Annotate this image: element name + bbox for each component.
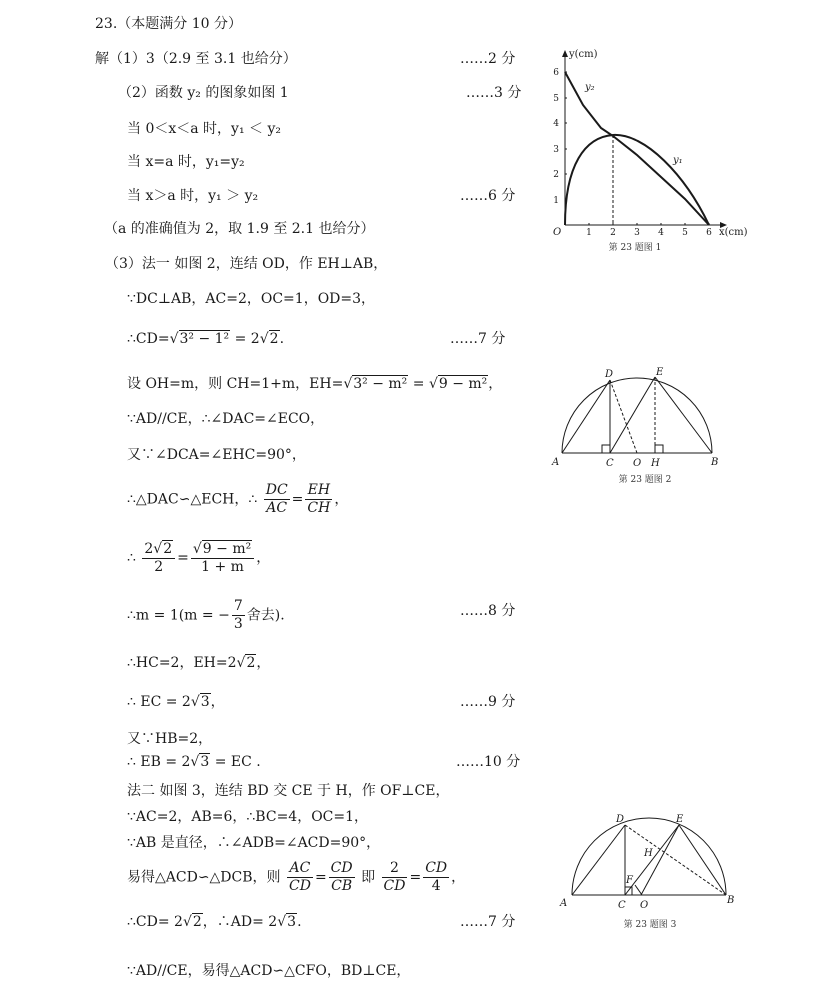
label-h: H	[651, 458, 660, 469]
right-angle-c	[602, 445, 610, 453]
segment-oe	[641, 825, 679, 895]
label-e: E	[676, 814, 684, 825]
figure-3-caption: 第 23 题图 3	[623, 920, 677, 930]
case-less: 当 0＜x＜a 时，y₁ ＜ y₂	[127, 121, 281, 137]
parallel-line: ∵AD//CE，∴∠DAC=∠ECO，	[127, 411, 325, 427]
y-tick-3: 3	[553, 145, 559, 155]
label-o: O	[633, 458, 642, 469]
method2-cd-ad: ∴CD= 2√2，∴AD= 2√3.	[127, 914, 302, 930]
x-tick-3: 3	[634, 228, 640, 238]
given-line: ∵DC⊥AB，AC=2，OC=1，OD=3，	[127, 291, 376, 307]
figure-1-graph	[545, 45, 760, 260]
score-7b: ……7 分	[460, 914, 516, 930]
y-tick-6: 6	[553, 68, 559, 78]
segment-eb	[655, 377, 712, 453]
y1-label: y₁	[673, 155, 683, 166]
score-6: ……6 分	[460, 188, 516, 204]
score-9: ……9 分	[460, 694, 516, 710]
score-2: ……2 分	[460, 51, 516, 67]
x-axis-label: x(cm)	[719, 227, 748, 238]
semicircle-arc	[562, 378, 712, 453]
x-tick-6: 6	[706, 228, 712, 238]
note-a-value: （a 的准确值为 2，取 1.9 至 2.1 也给分）	[104, 221, 375, 237]
method2-diameter: ∵AB 是直径，∴∠ADB=∠ACD=90°，	[127, 835, 381, 851]
angles-line: 又∵∠DCA=∠EHC=90°，	[127, 447, 306, 463]
label-d: D	[616, 814, 625, 825]
segment-ad	[562, 380, 610, 453]
figure-1-caption: 第 23 题图 1	[608, 243, 662, 253]
equation-m: ∴ $\frac{2√2}{2}$ = $\frac{\text{√9 − m²}}{1 + m}$ ，	[127, 541, 271, 575]
score-7a: ……7 分	[450, 331, 506, 347]
segment-bd	[625, 825, 726, 895]
y-axis-label: y(cm)	[569, 49, 598, 60]
origin-label: O	[553, 227, 562, 238]
segment-eb	[679, 825, 726, 895]
label-f: F	[626, 875, 633, 886]
segment-ce	[625, 825, 679, 895]
score-10: ……10 分	[456, 754, 521, 770]
part2-answer: （2）函数 y₂ 的图象如图 1	[118, 85, 289, 101]
x-tick-4: 4	[658, 228, 664, 238]
hc-eh-line: ∴HC=2，EH=2√2，	[127, 655, 271, 671]
ec-line: ∴ EC = 2√3，	[127, 694, 225, 710]
segment-of	[635, 885, 642, 895]
label-a: A	[560, 898, 568, 909]
label-h: H	[644, 848, 653, 859]
score-3: ……3 分	[466, 85, 522, 101]
label-c: C	[618, 900, 626, 911]
x-tick-2: 2	[610, 228, 616, 238]
figure-2-semicircle	[550, 365, 725, 490]
y-axis-arrow	[562, 50, 568, 57]
part3-method1: （3）法一 如图 2，连结 OD，作 EH⊥AB，	[105, 256, 388, 272]
method2-intro: 法二 如图 3，连结 BD 交 CE 于 H，作 OF⊥CE，	[127, 783, 450, 799]
label-c: C	[606, 458, 614, 469]
y-tick-2: 2	[553, 170, 559, 180]
method2-lengths: ∵AC=2，AB=6，∴BC=4，OC=1，	[127, 809, 369, 825]
figure-2-caption: 第 23 题图 2	[618, 475, 672, 485]
label-b: B	[711, 457, 719, 468]
curve-y1	[565, 135, 709, 225]
y-tick-4: 4	[553, 119, 559, 129]
method2-similar: 易得△ACD∽△DCB，则 $\frac{AC}{CD}$ = $\frac{CD}{CB}$ 即 $\frac{2}{CD}$ = $\frac{CD}{4}$ ，	[127, 860, 466, 894]
y-tick-5: 5	[553, 94, 559, 104]
hb-line: 又∵HB=2，	[127, 731, 213, 747]
oh-formula: 设 OH=m，则 CH=1+m，EH=√3² − m² = √9 − m²，	[127, 376, 503, 392]
eb-conclusion: ∴ EB = 2√3 = EC .	[127, 754, 261, 770]
x-tick-5: 5	[682, 228, 688, 238]
x-tick-1: 1	[586, 228, 592, 238]
label-e: E	[656, 367, 664, 378]
y-tick-1: 1	[553, 196, 559, 206]
y2-label: y₂	[585, 82, 595, 93]
label-o: O	[640, 900, 649, 911]
score-8: ……8 分	[460, 603, 516, 619]
cd-formula: ∴CD=√3² − 1² = 2√2.	[127, 331, 285, 347]
label-a: A	[552, 457, 560, 468]
right-angle-h	[655, 445, 663, 453]
question-heading: 23.（本题满分 10 分）	[95, 16, 242, 32]
similar-ratio: ∴△DAC∽△ECH，∴ $\frac{DC}{AC}$ = $\frac{EH}{CH}$ ，	[127, 482, 349, 516]
m-solution: ∴m = 1(m = − $\frac{7}{3}$ 舍去).	[127, 598, 285, 632]
part1-answer: 解（1）3（2.9 至 3.1 也给分）	[95, 51, 297, 67]
label-b: B	[727, 895, 735, 906]
method2-parallel: ∵AD//CE，易得△ACD∽△CFO，BD⊥CE，	[127, 963, 411, 979]
case-greater: 当 x＞a 时，y₁ ＞ y₂	[127, 188, 259, 204]
segment-od	[610, 380, 637, 453]
figure-3-semicircle	[555, 810, 745, 935]
case-equal: 当 x=a 时，y₁=y₂	[127, 154, 245, 170]
label-d: D	[605, 369, 614, 380]
